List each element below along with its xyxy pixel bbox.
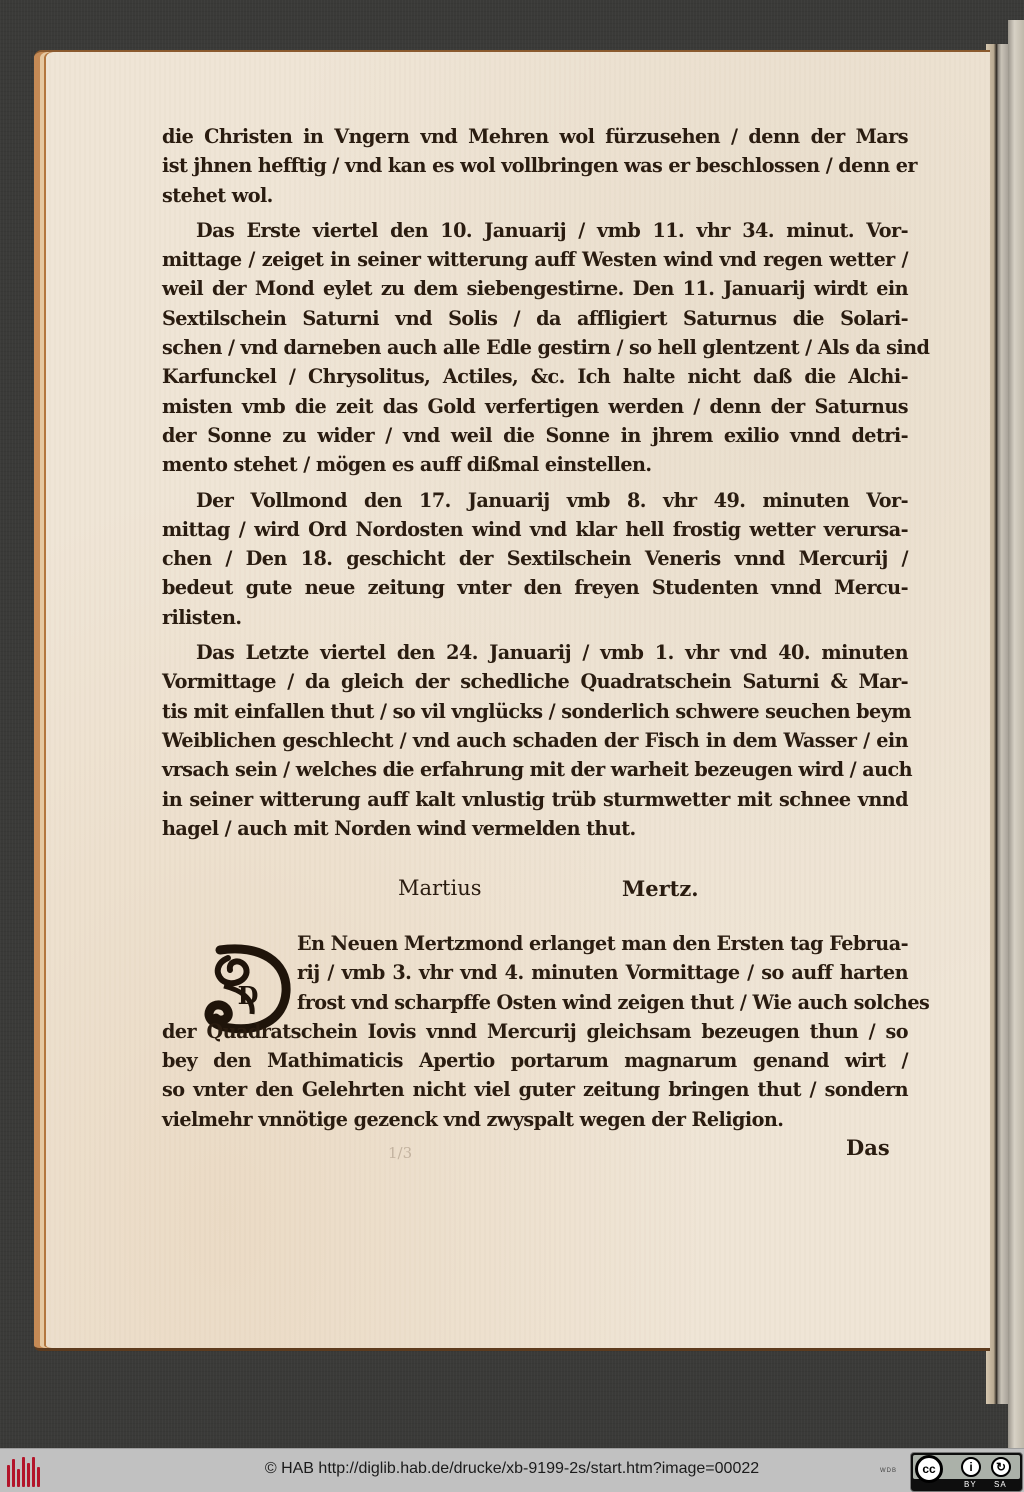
text-line: Weiblichen geschlecht / vnd auch schaden der Fisch in dem Wasser / ein	[162, 728, 908, 752]
sa-label: SA	[994, 1480, 1007, 1489]
text-line: Das Letzte viertel den 24. Januarij / vmb 1. vhr vnd 40. minuten	[196, 641, 908, 665]
text-line: mittage / zeiget in seiner witterung auff Westen wind vnd regen wetter /	[162, 248, 908, 272]
text-line: schen / vnd darneben auch alle Edle gestirn / so hell glentzent / Als da sind	[162, 336, 930, 360]
text-line: Karfunckel / Chrysolitus, Actiles, &c. Ich halte nicht daß die Alchi-	[162, 365, 908, 389]
text-line: der Quadratschein Iovis vnnd Mercurij gleichsam bezeugen thun / so	[162, 1019, 908, 1043]
heading-latin: Martius	[398, 876, 482, 900]
cc-icon: cc	[915, 1455, 943, 1483]
text-line: rij / vmb 3. vhr vnd 4. minuten Vormittage / so auff harten	[297, 961, 908, 985]
text-line: der Sonne zu wider / vnd weil die Sonne in jhrem exilio vnnd detri-	[162, 423, 908, 447]
share-alike-icon: ↻	[991, 1457, 1011, 1477]
text-line: tis mit einfallen thut / so vil vnglücks / sonderlich schwere seuchen beym	[162, 699, 912, 723]
viewer-footer	[0, 1448, 1024, 1492]
paragraph-continuation	[162, 122, 917, 210]
text-line: weil der Mond eylet zu dem siebengestirne. Den 11. Januarij wirdt ein	[162, 277, 908, 301]
paragraph-last-quarter	[162, 638, 913, 843]
text-line: mittag / wird Ord Nordosten wind vnd klar hell frostig wetter verursa-	[162, 517, 908, 541]
text-line: so vnter den Gelehrten nicht viel guter zeitung bringen thut / sondern	[162, 1078, 908, 1102]
text-line: Der Vollmond den 17. Januarij vmb 8. vhr 49. minuten Vor-	[196, 488, 908, 512]
text-line: chen / Den 18. geschicht der Sextilschein Veneris vnnd Mercurij /	[162, 547, 908, 571]
text-line: bedeut gute neue zeitung vnter den freyen Studenten vnnd Mercu-	[162, 576, 908, 600]
adjacent-page-edge	[1008, 20, 1024, 1448]
paragraph-first-quarter	[162, 216, 930, 480]
svg-text:D: D	[237, 981, 259, 1010]
heading-german: Mertz.	[622, 876, 699, 901]
text-line: die Christen in Vngern vnd Mehren wol fürzusehen / denn der Mars	[162, 125, 908, 148]
text-line: En Neuen Mertzmond erlanget man den Ersten tag Februa-	[297, 932, 908, 955]
text-line: hagel / auch mit Norden wind vermelden thut.	[162, 816, 636, 840]
text-line: Sextilschein Saturni vnd Solis / da affligiert Saturnus die Solari-	[162, 306, 908, 330]
pencil-annotation: 1/3	[388, 1144, 413, 1162]
text-line: mento stehet / mögen es auff dißmal einstellen.	[162, 453, 652, 477]
cc-license-badge[interactable]	[910, 1452, 1023, 1492]
catchword: Das	[846, 1135, 890, 1160]
text-line: in seiner witterung auff kalt vnlustig trüb sturmwetter mit schnee vnnd	[162, 787, 908, 811]
text-line: vielmehr vnnötige gezenck vnd zwyspalt wegen der Religion.	[162, 1107, 784, 1131]
text-line: rilisten.	[162, 605, 242, 629]
attribution-icon: i	[961, 1457, 981, 1477]
copyright-link[interactable]: © HAB http://diglib.hab.de/drucke/xb-9199-2s/start.htm?image=00022	[264, 1460, 760, 1477]
text-line: Vormittage / da gleich der schedliche Quadratschein Saturni & Mar-	[162, 670, 908, 694]
wdb-mark: WDB	[880, 1468, 897, 1474]
march-paragraph	[162, 929, 930, 1134]
text-line: stehet wol.	[162, 183, 273, 207]
section-heading	[0, 876, 1024, 912]
page-body-text	[162, 122, 930, 843]
text-line: vrsach sein / welches die erfahrung mit der warheit bezeugen wird / auch	[162, 758, 913, 782]
by-label: BY	[964, 1480, 977, 1489]
text-line: misten vmb die zeit das Gold verfertigen werden / denn der Saturnus	[162, 394, 908, 418]
text-line: bey den Mathimaticis Apertio portarum magnarum genand wirt /	[162, 1049, 908, 1073]
text-line: ist jhnen hefftig / vnd kan es wol vollbringen was er beschlossen / denn er	[162, 154, 917, 178]
paragraph-full-moon	[162, 486, 908, 632]
text-line: Das Erste viertel den 10. Januarij / vmb 11. vhr 34. minut. Vor-	[196, 218, 908, 242]
text-line: frost vnd scharpffe Osten wind zeigen thut / Wie auch solches	[297, 990, 930, 1014]
